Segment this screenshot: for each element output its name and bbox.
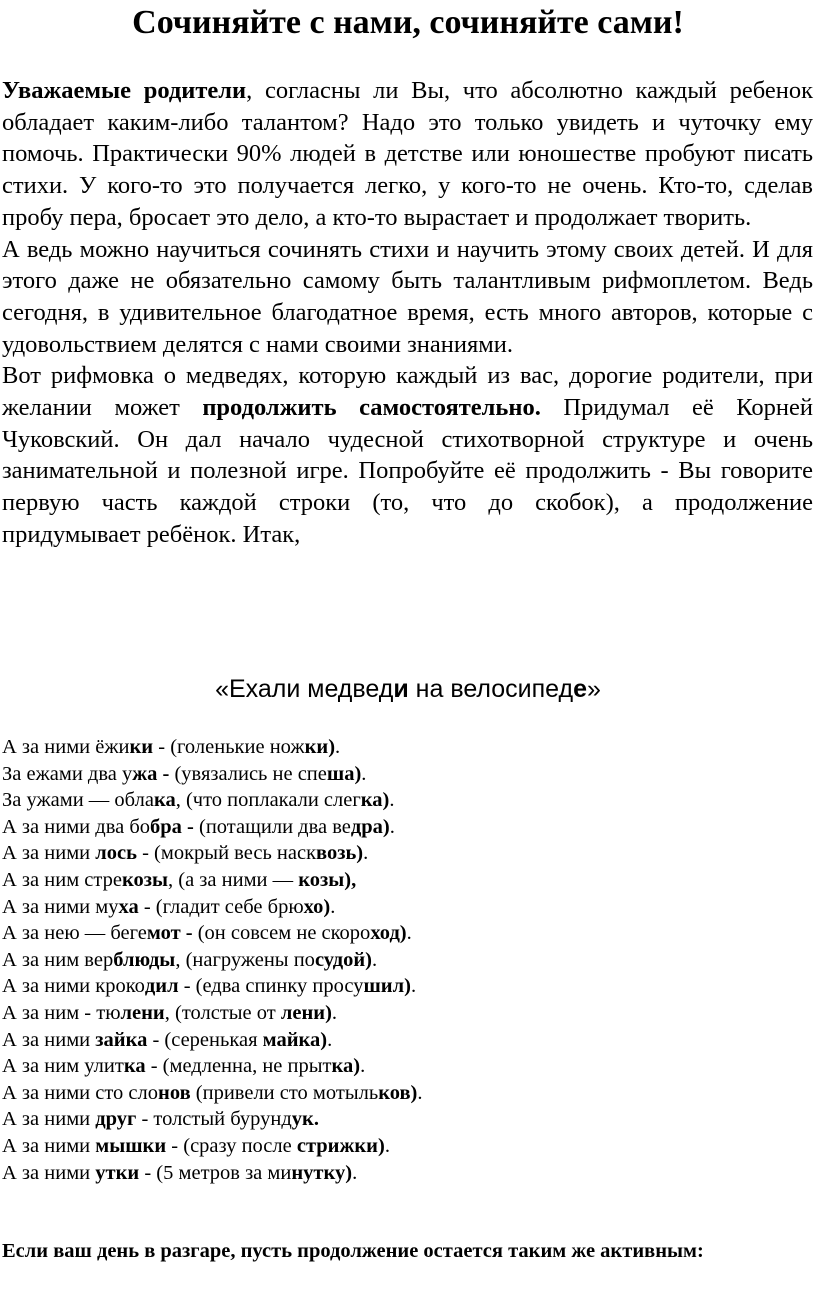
poem-line-text: - (сразу после xyxy=(166,1134,297,1157)
poem-line xyxy=(2,1160,813,1187)
poem-line-text: . xyxy=(361,762,367,785)
poem-line-bold: ки xyxy=(129,736,154,758)
poem-line-bold: шил) xyxy=(363,975,411,998)
poem-line xyxy=(2,1080,813,1107)
poem-line-bold: зайка xyxy=(95,1028,148,1051)
poem-line xyxy=(2,734,813,761)
poem-line-text: - (мокрый весь наск xyxy=(136,842,317,865)
poem-line-bold: лени xyxy=(120,1001,165,1024)
poem-line xyxy=(2,1027,813,1054)
poem-line-bold: лось xyxy=(95,842,137,865)
poem-line-text: А за ними ёжи xyxy=(2,736,130,758)
continue-bold: продолжить самостоятельно. xyxy=(202,394,541,422)
poem-line-bold: майка) xyxy=(262,1028,328,1051)
page-title: Сочиняйте с нами, сочиняйте сами! xyxy=(132,4,684,41)
poem-lines xyxy=(2,734,813,1186)
poem-line-bold: дра) xyxy=(350,815,390,838)
poem-line-bold: блюды xyxy=(113,948,176,971)
poem-title xyxy=(0,672,816,706)
poem-line-text: А за ними два бо xyxy=(2,815,151,838)
poem-line-bold: судой) xyxy=(314,948,372,971)
poem-line-text: А за ними сто сло xyxy=(2,1081,159,1104)
poem-line-bold: стрижки) xyxy=(296,1134,385,1157)
poem-line-text: . xyxy=(327,1028,333,1051)
poem-line-text: - (5 метров за ми xyxy=(139,1161,292,1184)
poem-line-bold: козы xyxy=(121,868,168,891)
poem-line-text: А за ним - тю xyxy=(2,1001,121,1024)
poem-line-bold: ша) xyxy=(326,762,362,785)
poem-line-text: . xyxy=(410,975,417,998)
poem-line-text: . xyxy=(330,895,336,918)
poem-line xyxy=(2,787,813,814)
poem-line-bold: ха xyxy=(118,895,139,918)
poem-line xyxy=(2,1000,813,1027)
poem-line-bold: нов xyxy=(158,1081,191,1104)
poem-line-bold: мот - xyxy=(146,922,198,945)
poem-line xyxy=(2,840,813,867)
poem-line-bold: ка xyxy=(123,1055,146,1078)
poem-title-bold: е xyxy=(573,675,588,703)
poem-title-bold: и xyxy=(393,675,409,703)
poem-line-bold: дил xyxy=(144,975,179,998)
poem-line-bold: ки) xyxy=(304,736,336,758)
poem-line xyxy=(2,973,813,1000)
poem-line-bold: бра - xyxy=(150,815,199,838)
poem-line-text: А за ним стре xyxy=(2,868,122,891)
poem-line-text: , (нагружены по xyxy=(175,948,315,971)
poem-line-text: А за ними xyxy=(2,1134,96,1157)
poem-line-text: А за ним вер xyxy=(2,948,114,971)
poem-line-text: - (голенькие нож xyxy=(153,736,305,758)
poem-line-text: у xyxy=(122,762,133,785)
poem-line-text: (потащили два ве xyxy=(199,815,351,838)
poem-line-text: . xyxy=(389,815,395,838)
poem-line-bold: хо) xyxy=(303,895,331,918)
poem-line-text: . xyxy=(363,842,369,865)
poem-line-text: (он совсем не скоро xyxy=(197,922,371,945)
poem-line-bold: ход) xyxy=(370,922,407,945)
poem-line xyxy=(2,920,813,947)
poem-line-bold: жа - xyxy=(132,762,175,785)
intro-paragraph-2: А ведь можно научиться сочинять стихи и научить этому своих детей. И для этого даже не обязательно самому быть талантливым рифмоплетом. Ведь сегодня, в удивительное благодатное время, есть много авторов, которые с удовольствием делятся с нами своими знаниями. xyxy=(2,235,813,358)
poem-line-bold: ук. xyxy=(291,1108,319,1131)
poem-line-bold: нутку) xyxy=(291,1161,353,1184)
poem-line-text: . xyxy=(360,1055,366,1078)
poem-line-bold: лени) xyxy=(280,1001,332,1024)
poem-line-bold: ков) xyxy=(378,1081,418,1104)
poem-line-text: , (а за ними — xyxy=(168,868,299,891)
poem-line-text: А за ним улит xyxy=(2,1055,124,1078)
poem-line xyxy=(2,761,813,788)
poem-line-text: , (толстые от xyxy=(164,1001,281,1024)
poem-line xyxy=(2,814,813,841)
intro-paragraph-3 xyxy=(2,360,813,550)
poem-line-text: - (медленна, не прыт xyxy=(145,1055,332,1078)
poem-line-text: . xyxy=(389,789,395,812)
poem-line-bold: друг xyxy=(95,1108,137,1131)
poem-line-text: - (серенькая xyxy=(147,1028,263,1051)
poem-line-text: - (едва спинку просу xyxy=(178,975,364,998)
poem-line-bold: ка) xyxy=(331,1055,361,1078)
poem-line-bold: утки xyxy=(95,1161,140,1184)
poem-line-text: А за ними кроко xyxy=(2,975,145,998)
poem-line xyxy=(2,947,813,974)
poem-line xyxy=(2,1106,813,1133)
intro-paragraph-3-text-b: Придумал её Корней Чуковский. Он дал начало чудесной стихотворной структуре и очень занимательной и полезной игре. Попробуйте её продолжить - Вы говорите первую часть каждой строки (то, что до скобок), а продолжение придумывает ребёнок. Итак, xyxy=(2,394,813,548)
poem-line-text: А за ними xyxy=(2,1161,96,1184)
poem-line-text: А за ними xyxy=(2,1108,96,1131)
poem-title-part: на велосипед xyxy=(408,675,574,703)
poem-line-text: (привели сто мотыль xyxy=(190,1081,379,1104)
poem-line-text: . xyxy=(384,1134,390,1157)
poem-line-text: . xyxy=(406,922,412,945)
poem-line-text: , (что поплакали слег xyxy=(175,789,361,812)
poem-title-part: «Ехали медвед xyxy=(215,675,394,703)
poem-title-part: » xyxy=(587,675,601,703)
poem-line-bold: возь) xyxy=(316,842,364,865)
poem-line-bold: ка) xyxy=(360,789,390,812)
poem-line xyxy=(2,894,813,921)
poem-line-text: . xyxy=(371,948,378,971)
poem-line-bold: мышки xyxy=(95,1134,167,1157)
intro-paragraph-3-text-a: Вот рифмовка о медведях, которую каждый из вас, дорогие родители, при желании может xyxy=(2,362,813,422)
poem-line-text: . xyxy=(352,1161,358,1184)
poem-line-text: А за нею — беге xyxy=(2,922,147,945)
poem-line-text: (увязались не спе xyxy=(174,762,327,785)
poem-line xyxy=(2,1053,813,1080)
intro-text xyxy=(2,75,813,551)
poem-line-bold: ка xyxy=(153,789,176,812)
poem-line-bold: козы), xyxy=(298,868,357,891)
poem-line-text: А за ними му xyxy=(2,895,119,918)
poem-line-text: А за ними xyxy=(2,842,96,865)
poem-line xyxy=(2,867,813,894)
poem-line-text: . xyxy=(331,1001,338,1024)
poem-line-text: - (гладит себе брю xyxy=(138,895,304,918)
intro-paragraph-1 xyxy=(2,75,813,234)
poem-line-text: . xyxy=(335,736,341,758)
closing-text: Если ваш день в разгаре, пусть продолжение остается таким же активным: xyxy=(2,1240,704,1262)
poem-line-text: . xyxy=(417,1081,423,1104)
intro-paragraph-1-text: , согласны ли Вы, что абсолютно каждый ребенок обладает каким-либо талантом? Надо это только увидеть и чуточку ему помочь. Практически 90% людей в детстве или юношестве пробуют писать стихи. У кого-то это получается легко, у кого-то не очень. Кто-то, сделав пробу пера, бросает это дело, а кто-то вырастает и продолжает творить. xyxy=(2,77,813,231)
greeting-bold: Уважаемые родители xyxy=(2,77,247,104)
poem-line-text: А за ними xyxy=(2,1028,96,1051)
poem-line-text: - толстый бурунд xyxy=(136,1108,292,1131)
poem-line-text: За ужами — обла xyxy=(2,789,154,812)
poem-line-text: За ежами два xyxy=(2,762,122,785)
poem-line xyxy=(2,1133,813,1160)
